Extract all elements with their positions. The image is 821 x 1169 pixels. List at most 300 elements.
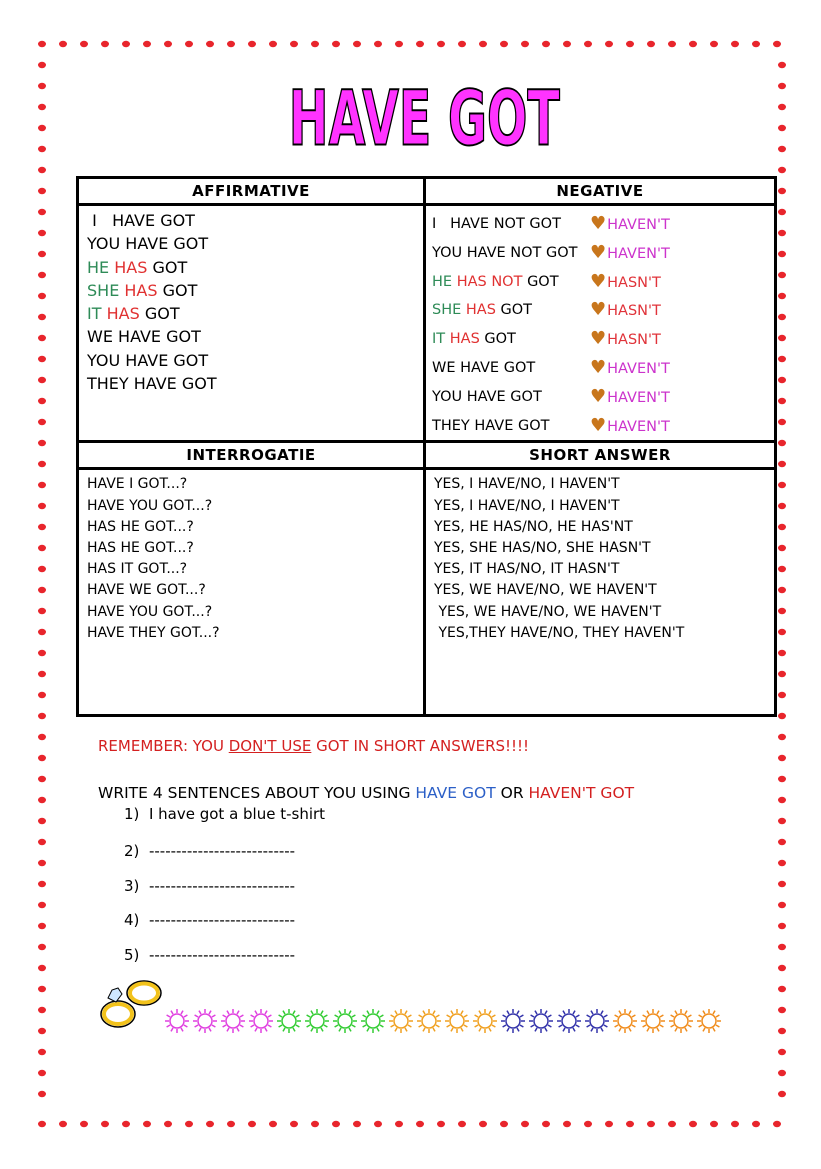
border-dot	[38, 1091, 46, 1097]
border-dot	[38, 524, 46, 530]
sun-icon	[277, 1009, 301, 1033]
short-answer-item: YES, HE HAS/NO, HE HAS'NT	[434, 518, 633, 535]
border-dot	[38, 1049, 46, 1055]
sentence-line	[124, 842, 295, 860]
affirmative-verb: HAS	[124, 280, 158, 300]
sentence-text: I have got a blue t-shirt	[148, 805, 326, 823]
border-dot	[778, 860, 786, 866]
border-dot	[778, 797, 786, 803]
sun-icon	[669, 1009, 693, 1033]
border-dot	[38, 965, 46, 971]
affirmative-got: GOT	[173, 350, 209, 370]
border-dot	[542, 1121, 550, 1127]
border-dot	[778, 503, 786, 509]
interrogative-header: INTERROGATIE	[78, 442, 425, 469]
border-dot	[689, 41, 697, 47]
border-dot	[710, 1121, 718, 1127]
affirmative-got: GOT	[166, 327, 201, 347]
border-dot	[38, 272, 46, 278]
border-dot	[563, 41, 571, 47]
border-dot	[778, 188, 786, 194]
sentence-number: 3)	[124, 877, 140, 895]
negative-pronoun: THEY	[432, 417, 470, 434]
negative-verb: HAS NOT	[456, 273, 523, 290]
negative-pronoun: IT	[432, 331, 446, 348]
border-dot	[38, 818, 46, 824]
border-dot	[778, 146, 786, 152]
negative-verb: HAVE NOT	[466, 244, 542, 261]
border-dot	[38, 1028, 46, 1034]
border-dot	[38, 944, 46, 950]
border-dot	[778, 1091, 786, 1097]
border-dot	[605, 1121, 613, 1127]
interrogative-item: HAS HE GOT...?	[87, 539, 194, 556]
page-title	[288, 73, 560, 168]
border-dot	[38, 923, 46, 929]
sun-icon	[193, 1009, 217, 1033]
interrogative-item: HAVE I GOT...?	[87, 476, 188, 493]
border-dot	[773, 1121, 781, 1127]
contraction-text: HAVEN'T	[607, 418, 670, 435]
sun-icon	[641, 1009, 665, 1033]
border-dot	[185, 1121, 193, 1127]
sun-icon	[473, 1009, 497, 1033]
border-dot	[778, 776, 786, 782]
border-dot	[668, 41, 676, 47]
border-dot	[38, 146, 46, 152]
affirmative-verb: HAVE	[133, 374, 177, 394]
border-dot	[752, 1121, 760, 1127]
heart-icon: ♥	[590, 241, 607, 263]
affirmative-pronoun: YOU	[87, 350, 121, 370]
border-dot	[38, 251, 46, 257]
border-dot	[38, 902, 46, 908]
write-have-got: HAVE GOT	[415, 784, 496, 802]
sun-icon	[529, 1009, 553, 1033]
sentence-text: ---------------------------	[148, 842, 296, 860]
border-dot	[38, 41, 46, 47]
contraction-text: HASN'T	[607, 303, 661, 320]
border-dot	[778, 167, 786, 173]
contraction-text: HAVEN'T	[607, 245, 670, 262]
sentence-number: 2)	[124, 842, 140, 860]
border-dot	[38, 167, 46, 173]
sentence-line	[124, 877, 295, 895]
border-dot	[38, 356, 46, 362]
affirmative-verb: HAVE	[112, 211, 156, 230]
border-dot	[38, 566, 46, 572]
border-dot	[778, 650, 786, 656]
short-answer-header: SHORT ANSWER	[425, 442, 776, 469]
border-dot	[38, 839, 46, 845]
wedding-rings-icon	[96, 976, 166, 1036]
border-dot	[80, 1121, 88, 1127]
sun-icon	[445, 1009, 469, 1033]
border-dot	[38, 377, 46, 383]
border-dot	[778, 839, 786, 845]
sentence-number: 4)	[124, 911, 140, 929]
border-dot	[778, 314, 786, 320]
negative-pronoun: HE	[432, 273, 453, 290]
border-dot	[38, 545, 46, 551]
border-dot	[584, 1121, 592, 1127]
negative-row	[432, 239, 768, 268]
border-dot	[38, 125, 46, 131]
negative-pronoun: SHE	[432, 302, 462, 319]
border-dot	[778, 482, 786, 488]
border-dot	[38, 797, 46, 803]
short-answer-item: YES, WE HAVE/NO, WE HAVEN'T	[434, 582, 657, 599]
border-dot	[778, 125, 786, 131]
border-dot	[626, 41, 634, 47]
border-dot	[778, 608, 786, 614]
negative-contraction	[590, 383, 670, 413]
border-dot	[778, 62, 786, 68]
border-dot	[778, 419, 786, 425]
border-dot	[778, 461, 786, 467]
short-answer-item: YES, IT HAS/NO, IT HASN'T	[434, 561, 620, 578]
write-instruction	[98, 784, 634, 802]
border-dot	[227, 41, 235, 47]
sentence-text: ---------------------------	[148, 946, 296, 964]
border-dot	[778, 881, 786, 887]
border-dot	[778, 440, 786, 446]
negative-contraction	[590, 296, 661, 326]
affirmative-verb: HAS	[106, 304, 140, 324]
border-dot	[500, 1121, 508, 1127]
affirmative-verb: HAS	[114, 257, 148, 277]
border-dot	[122, 41, 130, 47]
border-dot	[778, 902, 786, 908]
negative-got: GOT	[517, 417, 550, 434]
negative-verb: HAS	[465, 302, 496, 319]
border-dot	[778, 545, 786, 551]
sun-icon	[361, 1009, 385, 1033]
negative-pronoun: WE	[432, 359, 456, 376]
heart-icon: ♥	[590, 414, 607, 436]
border-dot	[164, 41, 172, 47]
negative-row	[432, 296, 768, 325]
border-dot	[290, 41, 298, 47]
decorative-suns-strip	[165, 1005, 730, 1037]
border-dot	[778, 377, 786, 383]
border-dot	[80, 41, 88, 47]
remember-underlined: DON'T USE	[228, 737, 312, 755]
border-dot	[290, 1121, 298, 1127]
border-dot	[164, 1121, 172, 1127]
border-dot	[731, 41, 739, 47]
border-dot	[778, 209, 786, 215]
border-dot	[626, 1121, 634, 1127]
affirmative-pronoun: IT	[87, 304, 102, 324]
affirmative-got: GOT	[160, 211, 195, 230]
affirmative-row	[87, 256, 415, 279]
contraction-text: HASN'T	[607, 274, 661, 291]
negative-got: GOT	[500, 302, 533, 319]
contraction-text: HASN'T	[607, 332, 661, 349]
negative-row	[432, 383, 768, 412]
affirmative-pronoun: SHE	[87, 280, 120, 300]
border-dot	[395, 41, 403, 47]
interrogative-cell	[78, 469, 425, 716]
negative-got: GOT	[503, 359, 536, 376]
border-dot	[778, 272, 786, 278]
remember-suffix: GOT IN SHORT ANSWERS!!!!	[311, 737, 530, 755]
short-answer-item: YES, I HAVE/NO, I HAVEN'T	[434, 497, 620, 514]
affirmative-got: GOT	[162, 280, 198, 300]
negative-header: NEGATIVE	[425, 178, 776, 205]
negative-verb: HAVE	[466, 388, 506, 405]
sun-icon	[333, 1009, 357, 1033]
negative-pronoun: YOU	[432, 244, 463, 261]
sun-icon	[697, 1009, 721, 1033]
border-dot	[778, 965, 786, 971]
border-dot	[185, 41, 193, 47]
border-dot	[731, 1121, 739, 1127]
negative-verb: HAVE NOT	[450, 216, 525, 232]
border-dot	[38, 83, 46, 89]
border-dot	[521, 41, 529, 47]
border-dot	[374, 41, 382, 47]
border-dot	[38, 713, 46, 719]
border-dot	[353, 1121, 361, 1127]
border-dot	[38, 776, 46, 782]
negative-got: GOT	[484, 331, 516, 348]
interrogative-item: HAVE THEY GOT...?	[87, 624, 220, 641]
border-dot	[778, 251, 786, 257]
border-dot	[332, 1121, 340, 1127]
sun-icon	[165, 1009, 189, 1033]
border-dot	[38, 881, 46, 887]
border-dot	[778, 986, 786, 992]
negative-cell	[425, 205, 776, 442]
short-answer-item: YES, I HAVE/NO, I HAVEN'T	[434, 476, 620, 493]
affirmative-got: GOT	[152, 257, 188, 277]
sentence-number: 1)	[124, 805, 140, 823]
short-answer-item: YES, WE HAVE/NO, WE HAVEN'T	[434, 603, 662, 620]
border-dot	[778, 104, 786, 110]
border-dot	[778, 83, 786, 89]
border-dot	[248, 41, 256, 47]
affirmative-row	[87, 279, 415, 302]
title-text: HAVE GOT	[288, 73, 560, 163]
negative-verb: HAS	[449, 331, 480, 348]
border-dot	[59, 41, 67, 47]
interrogative-item: HAVE WE GOT...?	[87, 582, 206, 599]
border-dot	[38, 230, 46, 236]
border-dot	[437, 41, 445, 47]
border-dot	[778, 1049, 786, 1055]
border-dot	[778, 230, 786, 236]
border-dot	[778, 713, 786, 719]
border-dot	[605, 41, 613, 47]
border-dot	[778, 398, 786, 404]
affirmative-row	[87, 209, 415, 232]
negative-contraction	[590, 268, 661, 298]
affirmative-got: GOT	[144, 304, 180, 324]
border-dot	[778, 1070, 786, 1076]
border-dot	[778, 755, 786, 761]
interrogative-item: HAVE YOU GOT...?	[87, 497, 213, 514]
border-dot	[206, 41, 214, 47]
negative-got: GOT	[527, 273, 559, 290]
border-dot	[38, 986, 46, 992]
border-dot	[206, 1121, 214, 1127]
border-dot	[374, 1121, 382, 1127]
border-dot	[647, 41, 655, 47]
border-dot	[38, 482, 46, 488]
remember-note	[98, 737, 529, 755]
border-dot	[143, 1121, 151, 1127]
negative-contraction	[590, 325, 661, 355]
border-dot	[38, 335, 46, 341]
border-dot	[778, 734, 786, 740]
border-dot	[38, 461, 46, 467]
heart-icon: ♥	[590, 213, 607, 234]
border-dot	[269, 1121, 277, 1127]
border-dot	[584, 41, 592, 47]
sentence-line	[124, 946, 295, 964]
sun-icon	[557, 1009, 581, 1033]
border-dot	[59, 1121, 67, 1127]
sentence-line	[124, 911, 295, 929]
negative-contraction	[590, 412, 670, 442]
affirmative-pronoun: WE	[87, 327, 113, 347]
interrogative-item: HAS IT GOT...?	[87, 561, 188, 578]
sentence-line	[124, 805, 325, 823]
contraction-text: HAVEN'T	[607, 360, 670, 377]
border-dot	[773, 41, 781, 47]
border-dot	[521, 1121, 529, 1127]
affirmative-row	[87, 232, 415, 255]
negative-verb: HAVE	[474, 417, 514, 434]
affirmative-row	[87, 372, 415, 395]
border-dot	[38, 860, 46, 866]
heart-icon: ♥	[590, 356, 607, 378]
affirmative-row	[87, 349, 415, 372]
write-havent-got: HAVEN'T GOT	[528, 784, 635, 802]
sun-icon	[585, 1009, 609, 1033]
negative-got: GOT	[546, 244, 578, 261]
border-dot	[248, 1121, 256, 1127]
border-dot	[38, 293, 46, 299]
remember-prefix: REMEMBER: YOU	[98, 737, 229, 755]
border-dot	[38, 440, 46, 446]
border-dot	[778, 524, 786, 530]
border-dot	[778, 356, 786, 362]
border-dot	[778, 692, 786, 698]
border-dot	[353, 41, 361, 47]
border-dot	[38, 314, 46, 320]
heart-icon: ♥	[590, 328, 607, 350]
border-dot	[752, 41, 760, 47]
border-dot	[778, 293, 786, 299]
border-dot	[458, 41, 466, 47]
negative-row	[432, 210, 768, 239]
sun-icon	[501, 1009, 525, 1033]
negative-row	[432, 325, 768, 354]
border-dot	[710, 41, 718, 47]
sun-icon	[221, 1009, 245, 1033]
border-dot	[38, 734, 46, 740]
border-dot	[778, 335, 786, 341]
negative-list	[426, 206, 774, 440]
affirmative-verb: HAVE	[118, 327, 162, 347]
border-dot	[38, 629, 46, 635]
border-dot	[38, 398, 46, 404]
border-dot	[38, 1007, 46, 1013]
grammar-table	[76, 176, 777, 717]
negative-row	[432, 268, 768, 297]
border-dot	[778, 923, 786, 929]
affirmative-cell	[78, 205, 425, 442]
sun-icon	[305, 1009, 329, 1033]
border-dot	[778, 944, 786, 950]
heart-icon: ♥	[590, 270, 607, 292]
border-dot	[416, 41, 424, 47]
sun-icon	[389, 1009, 413, 1033]
border-dot	[38, 209, 46, 215]
sun-icon	[249, 1009, 273, 1033]
sentence-text: ---------------------------	[148, 877, 296, 895]
border-dot	[227, 1121, 235, 1127]
negative-got: GOT	[510, 388, 542, 405]
border-dot	[38, 650, 46, 656]
border-dot	[38, 104, 46, 110]
border-dot	[311, 41, 319, 47]
border-dot	[668, 1121, 676, 1127]
border-dot	[458, 1121, 466, 1127]
border-dot	[269, 41, 277, 47]
negative-contraction	[590, 210, 670, 240]
border-dot	[542, 41, 550, 47]
affirmative-got: GOT	[181, 374, 217, 394]
border-dot	[778, 587, 786, 593]
sentence-text: ---------------------------	[148, 911, 296, 929]
affirmative-pronoun: I	[92, 211, 97, 230]
affirmative-verb: HAVE	[125, 350, 169, 370]
heart-icon: ♥	[590, 299, 607, 321]
border-dot	[500, 41, 508, 47]
affirmative-verb: HAVE	[125, 234, 169, 254]
sentence-number: 5)	[124, 946, 140, 964]
heart-icon: ♥	[590, 385, 607, 407]
border-dot	[479, 1121, 487, 1127]
sun-icon	[613, 1009, 637, 1033]
short-answer-list	[426, 470, 774, 714]
border-dot	[38, 1070, 46, 1076]
border-dot	[143, 41, 151, 47]
negative-verb: HAVE	[460, 359, 500, 376]
affirmative-list	[79, 206, 423, 395]
border-dot	[101, 1121, 109, 1127]
short-answer-cell	[425, 469, 776, 716]
interrogative-list	[79, 470, 423, 714]
border-dot	[38, 608, 46, 614]
border-dot	[38, 419, 46, 425]
border-dot	[778, 671, 786, 677]
negative-got: GOT	[529, 216, 561, 232]
border-dot	[778, 818, 786, 824]
border-dot	[332, 41, 340, 47]
affirmative-header: AFFIRMATIVE	[78, 178, 425, 205]
negative-pronoun: I	[432, 216, 437, 232]
affirmative-row	[87, 302, 415, 325]
contraction-text: HAVEN'T	[607, 217, 670, 233]
border-dot	[311, 1121, 319, 1127]
negative-row	[432, 354, 768, 383]
border-dot	[563, 1121, 571, 1127]
